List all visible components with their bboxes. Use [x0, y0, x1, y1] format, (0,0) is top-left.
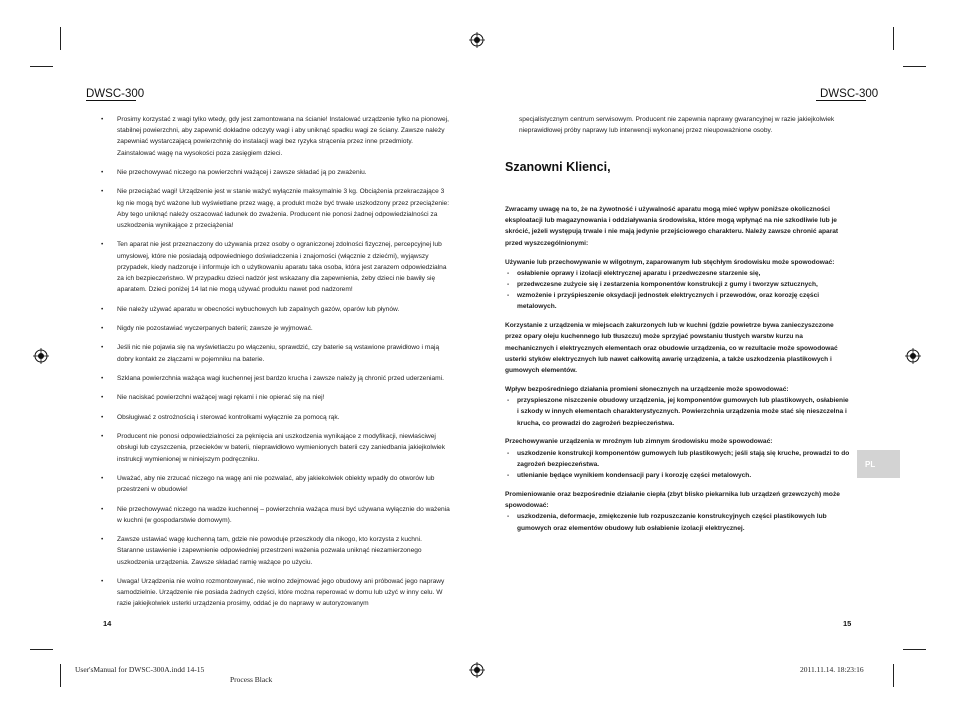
- subsection-title: Przechowywanie urządzenia w mroźnym lub zimnym środowisku może spowodować:: [505, 438, 773, 446]
- right-page-number: 15: [843, 619, 852, 628]
- list-item: - wzmożenie i przyśpieszenie oksydacji jednostek elektrycznych i przewodów, oraz korozję części metalowych.: [505, 290, 850, 312]
- left-page-number: 14: [103, 619, 112, 628]
- list-item: • Nie przechowywać niczego na wadze kuchennej – powierzchnia ważąca musi być używana wyłącznie do ważenia w kuchni (w gospodarstwie domowym).: [101, 504, 450, 526]
- list-item: • Nie przeciążać wagi! Urządzenie jest w stanie ważyć wyłącznie maksymalnie 3 kg. Obciążenia przekraczające 3 kg nie mogą być ważone lub wyświetlane przez wagę, a produkt może być trwale uszkodzony przez przeciążenie: Aby tego uniknąć należy oszacować ładunek do zważenia. Producent nie ponosi żadnej odpowiedzialności za uszkodzenia wynikające z przeciążenia!: [101, 186, 450, 231]
- right-intro: specjalistycznym centrum serwisowym. Producent nie zapewnia naprawy gwarancyjnej w razie jakiejkolwiek nieprawidłowej próby naprawy lub interwencji wykonanej przez nieupoważnione osoby.: [519, 116, 835, 135]
- crop-mark: [893, 27, 894, 50]
- dash-list: [505, 511, 850, 533]
- registration-mark-icon: [469, 662, 485, 678]
- list-item: • Nigdy nie pozostawiać wyczerpanych baterii; zawsze je wyjmować.: [101, 323, 450, 334]
- list-item: • Obsługiwać z ostrożnością i sterować kontrolkami wyłącznie za pomocą rąk.: [101, 412, 450, 423]
- left-header-rule: [86, 100, 136, 101]
- crop-mark: [903, 66, 926, 67]
- dash-list: [505, 448, 850, 482]
- list-item: • Nie naciskać powierzchni ważącej wagi rękami i nie opierać się na niej!: [101, 392, 450, 403]
- dust-paragraph: Korzystanie z urządzenia w miejscach zakurzonych lub w kuchni (gdzie powietrze bywa zanieczyszczone przez opary oleju kuchennego lub tłuszczu) może sprzyjać powstaniu tłustych warstw kurzu na mechanicznych i elektrycznych elementach oraz obudowie urządzenia, co w rezultacie może spowodować usterki styków elektrycznych lub nawet całkowitą awarię urządzenia, a także uszkodzenia plastikowych i gumowych elementów.: [505, 322, 838, 375]
- list-item: • Zawsze ustawiać wagę kuchenną tam, gdzie nie powoduje przeszkody dla nikogo, kto korzysta z kuchni. Staranne ustawienie i zapewnienie odpowiedniej przestrzeni ważenia pozwala uniknąć niezamierzonego uszkodzenia urządzenia. Zawsze składać ramię ważące po użyciu.: [101, 534, 450, 568]
- slug-filename: User'sManual for DWSC-300A.indd 14-15: [75, 665, 205, 674]
- list-item: • Ten aparat nie jest przeznaczony do używania przez osoby o ograniczonej zdolności fizycznej, percepcyjnej lub umysłowej, które nie posiadają odpowiedniego doświadczenia i znajomości (włącznie z dziećmi), wyjąwszy przypadek, kiedy nadzoruje i informuje ich o użytkowaniu aparatu taka osoba, która jest zarazem odpowiedzialna za ich bezpieczeństwo. W przypadku dzieci nadzór jest wskazany dla zapewnienia, żeby dzieci nie bawiły się aparatem. Dzieci poniżej 14 lat nie mogą używać produktu nawet pod nadzorem!: [101, 239, 450, 295]
- list-item: • Nie należy używać aparatu w obecności wybuchowych lub zapalnych gazów, oparów lub płynów.: [101, 304, 450, 315]
- crop-mark: [30, 649, 53, 650]
- safety-bullet-list: [101, 114, 450, 610]
- list-item: • Uwaga! Urządzenia nie wolno rozmontowywać, nie wolno zdejmować jego obudowy ani próbować jego naprawy samodzielnie. Urządzenie nie posiada żadnych części, które można reperować w domu lub użyć w inny celu. W razie jakiejkolwiek usterki urządzenia prosimy, oddać je do naprawy w autoryzowanym: [101, 576, 450, 610]
- section-heading: Szanowni Klienci,: [505, 160, 611, 174]
- intro-paragraph: Zwracamy uwagę na to, że na żywotność i używalność aparatu mogą mieć wpływ poniższe okoliczności eksploatacji lub magazynowania i oddziaływania środowiska, które mogą wpłynąć na nie szkodliwie lub je skrócić, jeżeli występują trwale i nie mają jedynie przejściowego charakteru. Należy zawsze chronić aparat przed wyszczególnionymi:: [505, 206, 839, 247]
- list-item: - przyspieszone niszczenie obudowy urządzenia, jej komponentów gumowych lub plastikowych, osłabienie i szkody w innych elementach charakterystycznych. Powierzchnia urządzenia może stać się nieszczelna i krucha, co prowadzi do zagrożeń bezpieczeństwa.: [505, 395, 850, 429]
- crop-mark: [903, 649, 926, 650]
- list-item: • Producent nie ponosi odpowiedzialności za pęknięcia ani uszkodzenia wynikające z modyfikacji, niewłaściwej obsługi lub czyszczenia, przecieków w baterii, nieprawidłowo wymienionych baterii czy zaniedbania jakiejkolwiek instrukcji wymienionej w niniejszym podręczniku.: [101, 431, 450, 465]
- subsection-title: Używanie lub przechowywanie w wilgotnym, zaparowanym lub stęchłym środowisku może spowodować:: [505, 258, 835, 266]
- registration-mark-icon: [33, 348, 49, 364]
- right-header-rule: [816, 100, 866, 101]
- list-item: - uszkodzenie konstrukcji komponentów gumowych lub plastikowych; jeśli stają się kruche, prowadzi to do zagrożeń bezpieczeństwa.: [505, 448, 850, 470]
- right-column: [505, 204, 850, 541]
- slug-color: Process Black: [230, 675, 273, 684]
- crop-mark: [893, 664, 894, 687]
- list-item: • Nie przechowywać niczego na powierzchni ważącej i zawsze składać ją po zważeniu.: [101, 167, 450, 178]
- list-item: - uszkodzenia, deformacje, zmiękczenie lub rozpuszczanie konstrukcyjnych części plastikowych lub gumowych oraz elementów obudowy lub osłabienie izolacji elektrycznej.: [505, 511, 850, 533]
- language-tab: PL: [857, 450, 900, 478]
- list-item: - utlenianie będące wynikiem kondensacji pary i korozję części metalowych.: [505, 470, 850, 481]
- left-column: [101, 114, 450, 618]
- crop-mark: [30, 66, 53, 67]
- list-item: • Prosimy korzystać z wagi tylko wtedy, gdy jest zamontowana na ścianie! Instalować urządzenie tylko na pionowej, stabilnej powierzchni, aby zapewnić dokładne odczyty wagi i aby uniknąć spadku wagi ze ściany. Zawsze należy zapewniać wystarczającą powierzchnię do instalacji wagi bez ryzyka strącenia przez inne przedmioty. Zainstalować wagę na wysokości poza zasięgiem dzieci.: [101, 114, 450, 159]
- list-item: • Szklana powierzchnia ważąca wagi kuchennej jest bardzo krucha i zawsze należy ją chronić przed uderzeniami.: [101, 373, 450, 384]
- registration-mark-icon: [469, 32, 485, 48]
- slug-datetime: 2011.11.14. 18:23:16: [800, 665, 864, 674]
- list-item: • Uważać, aby nie zrzucać niczego na wagę ani nie pozwalać, aby jakiekolwiek obiekty wpadły do otworów lub przestrzeni w obudowie!: [101, 473, 450, 495]
- registration-mark-icon: [905, 348, 921, 364]
- subsection-title: Promieniowanie oraz bezpośrednie działanie ciepła (zbyt blisko piekarnika lub urządzeń grzewczych) może spowodować:: [505, 490, 840, 510]
- dash-list: [505, 395, 850, 429]
- crop-mark: [60, 664, 61, 687]
- dash-list: [505, 268, 850, 313]
- list-item: - przedwczesne zużycie się i zestarzenia komponentów konstrukcji z gumy i tworzyw sztucznych,: [505, 279, 850, 290]
- left-header-model: DWSC-300: [86, 88, 145, 100]
- subsection-title: Wpływ bezpośredniego działania promieni słonecznych na urządzenie może spowodować:: [505, 385, 789, 393]
- right-header-model: DWSC-300: [820, 88, 879, 100]
- list-item: - osłabienie oprawy i izolacji elektrycznej aparatu i przedwczesne starzenie się,: [505, 268, 850, 279]
- list-item: • Jeśli nic nie pojawia się na wyświetlaczu po włączeniu, sprawdzić, czy baterie są wstawione prawidłowo i mają dobry kontakt ze złączami w pojemniku na baterie.: [101, 342, 450, 364]
- crop-mark: [60, 27, 61, 50]
